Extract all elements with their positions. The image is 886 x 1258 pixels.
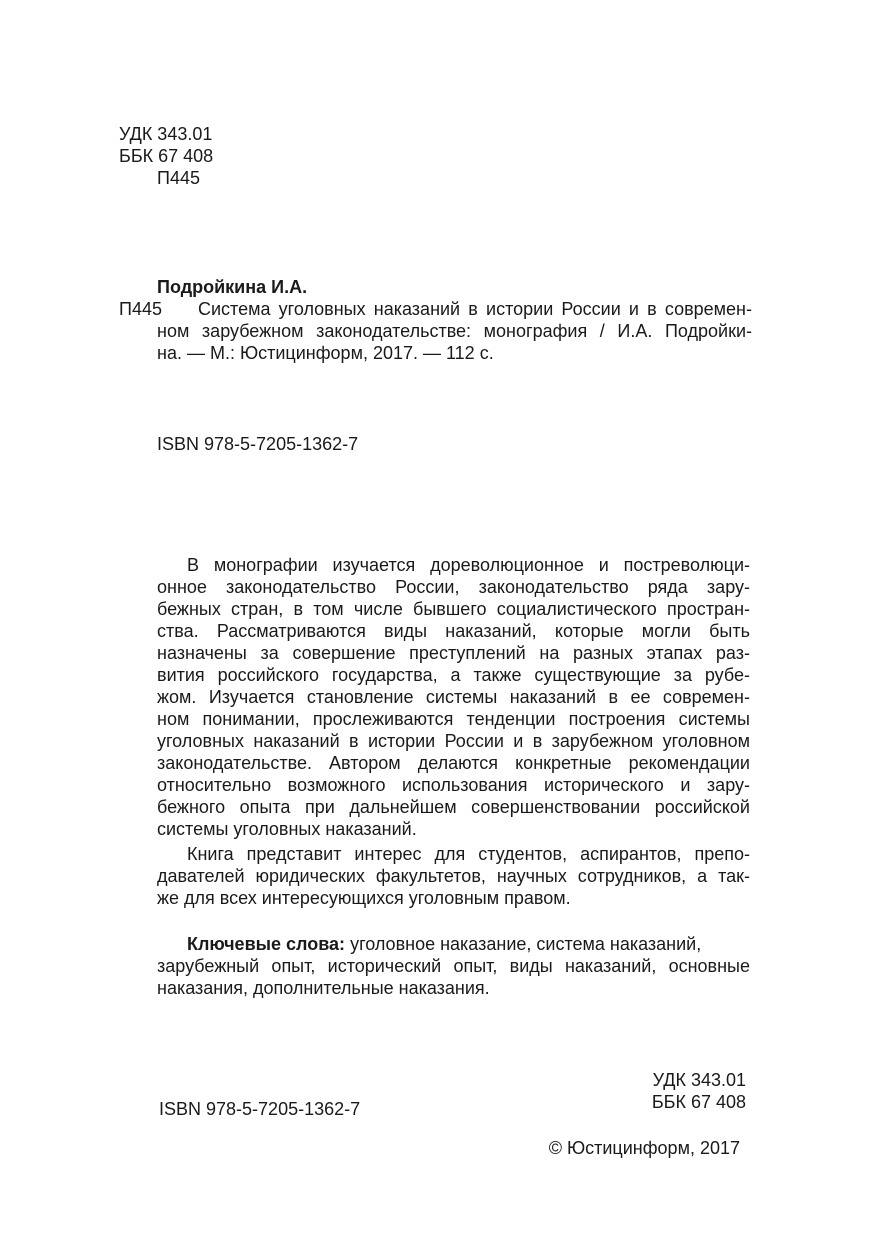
annotation-line: же для всех интересующихся уголовным правом. xyxy=(157,888,571,908)
author-mark: П445 xyxy=(157,168,200,188)
annotation-line: онное законодательство России, законодательство ряда зару- xyxy=(157,577,750,597)
annotation-line: жом. Изучается становление системы наказаний в ее современ- xyxy=(157,687,750,707)
keywords-line: наказания, дополнительные наказания. xyxy=(157,978,490,998)
annotation-line: вития российского государства, а также существующие за рубе- xyxy=(157,665,750,685)
annotation-line: бежного опыта при дальнейшем совершенствовании российской xyxy=(157,797,750,817)
author-name: Подройкина И.А. xyxy=(157,277,308,297)
annotation-line: ном понимании, прослеживаются тенденции построения системы xyxy=(157,709,750,729)
bibliographic-line: Система уголовных наказаний в истории России и в современ- xyxy=(198,299,752,319)
udk-code-bottom: УДК 343.01 xyxy=(652,1070,746,1090)
annotation-line: В монографии изучается дореволюционное и постреволюци- xyxy=(187,555,750,575)
annotation-line: уголовных наказаний в истории России и в зарубежном уголовном xyxy=(157,731,750,751)
annotation-line: ства. Рассматриваются виды наказаний, которые могли быть xyxy=(157,621,750,641)
keywords-label: Ключевые слова: xyxy=(187,934,346,954)
keywords-first-line xyxy=(187,933,750,955)
annotation-line: давателей юридических факультетов, научных сотрудников, а так- xyxy=(157,866,750,886)
annotation-line: системы уголовных наказаний. xyxy=(157,819,417,839)
annotation-line: назначены за совершение преступлений на разных этапах раз- xyxy=(157,643,750,663)
isbn-top: ISBN 978-5-7205-1362-7 xyxy=(157,434,359,454)
annotation-line: законодательстве. Автором делаются конкретные рекомендации xyxy=(157,753,750,773)
udk-code: УДК 343.01 xyxy=(119,124,213,144)
annotation-line: Книга представит интерес для студентов, аспирантов, препо- xyxy=(187,844,750,864)
keywords-line: зарубежный опыт, исторический опыт, виды наказаний, основные xyxy=(157,956,750,976)
isbn-bottom: ISBN 978-5-7205-1362-7 xyxy=(159,1099,361,1119)
bbk-code-bottom: ББК 67 408 xyxy=(651,1092,746,1112)
keywords-text: уголовное наказание, система наказаний, xyxy=(345,934,702,954)
bibliographic-line: на. — М.: Юстицинформ, 2017. — 112 с. xyxy=(157,343,494,363)
copyright: © Юстицинформ, 2017 xyxy=(548,1138,740,1158)
bibliographic-mark: П445 xyxy=(119,299,162,319)
annotation-line: относительно возможного использования исторического и зару- xyxy=(157,775,750,795)
bbk-code: ББК 67 408 xyxy=(119,146,214,166)
annotation-line: бежных стран, в том числе бывшего социалистического простран- xyxy=(157,599,750,619)
bibliographic-line: ном зарубежном законодательстве: монография / И.А. Подройки- xyxy=(157,321,752,341)
